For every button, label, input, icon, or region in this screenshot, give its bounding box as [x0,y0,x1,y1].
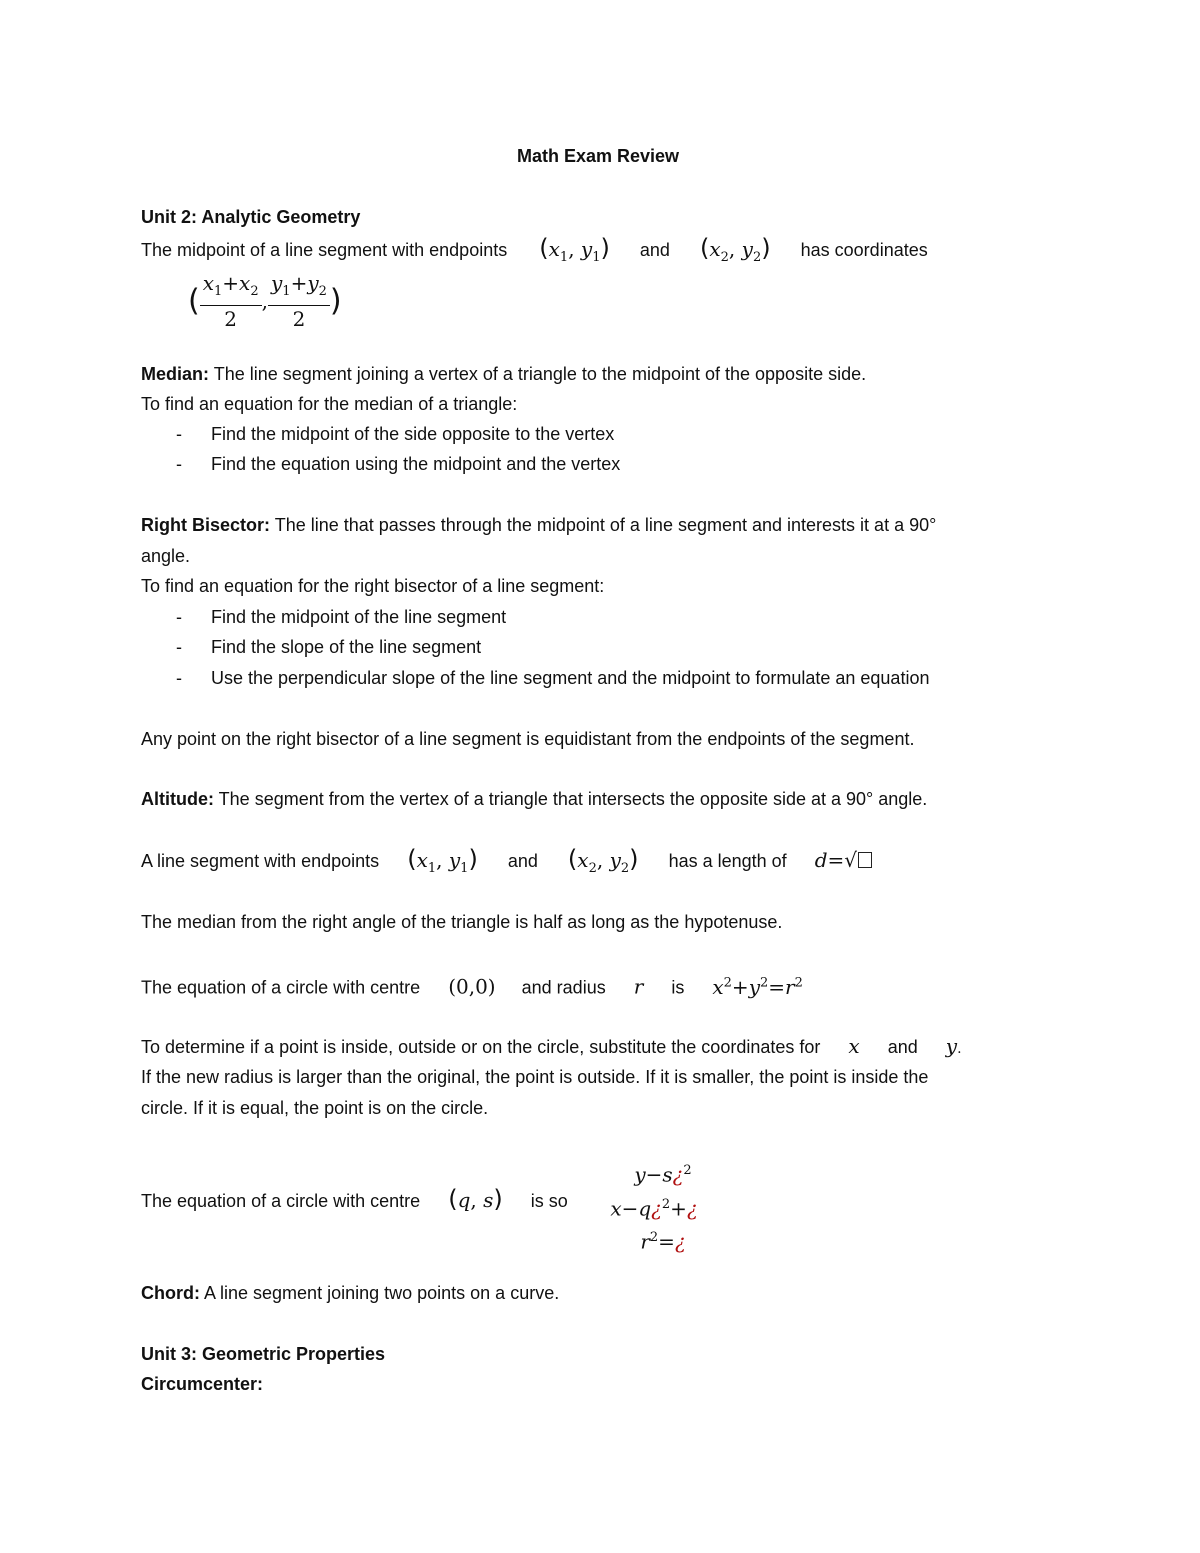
altitude-definition [141,787,927,811]
circle-general-sentence [141,1187,568,1213]
x-symbol: x [848,1034,860,1058]
altitude-term: Altitude: [141,789,214,809]
median-text: The line segment joining a vertex of a triangle to the midpoint of the opposite side. [213,364,867,384]
right-bisector-intro: To find an equation for the right bisector of a line segment: [141,576,605,596]
circle-centre-origin: (0,0) [448,974,496,999]
is-word: is [671,977,685,998]
distance-formula: d=√ [815,848,872,872]
inside-test-line1: To determine if a point is inside, outside or on the circle, substitute the coordinates for x and y. [141,1034,962,1058]
length-sentence [141,847,872,881]
midpoint-formula: ( $\frac{x_1+x_2}{2}$ , $\frac{y_1+y_2}{2}$ ) [188,271,342,331]
midpoint-sentence [141,236,928,270]
median-definition [141,362,866,386]
endpoint-2: ($x_2$, $y_2$) [699,234,771,265]
right-bisector-definition [141,513,936,537]
median-right-angle-note: The median from the right angle of the triangle is half as long as the hypotenuse. [141,912,783,932]
unit2-heading: Unit 2: Analytic Geometry [141,207,361,227]
y-symbol: y [945,1034,958,1058]
bullet-dash: - [176,668,182,688]
equation-row-3: $r^2=¿$ [640,1229,686,1254]
midpoint-text-after: has coordinates [800,240,928,260]
circumcenter-term: Circumcenter: [141,1374,264,1394]
inside-test-line2: If the new radius is larger than the original, the point is outside. If it is smaller, the point is inside the [141,1067,929,1087]
inside-test-line3: circle. If it is equal, the point is on the circle. [141,1098,489,1118]
endpoint-1: ($x_1$, $y_1$) [539,234,610,265]
length-and: and [507,851,538,871]
placeholder-box-icon [858,852,872,868]
median-intro: To find an equation for the median of a triangle: [141,394,518,414]
bullet-dash: - [176,607,182,627]
median-term: Median: [141,364,210,384]
endpoint-1: ($x_1$, $y_1$) [407,845,478,876]
equation-row-1: y−s¿$^2$ [634,1162,692,1187]
circle-general-text: The equation of a circle with centre [141,1191,421,1211]
midpoint-text-before: The midpoint of a line segment with endpoints [141,240,508,260]
bullet-dash: - [176,424,182,444]
and-radius: and radius [521,977,606,998]
midpoint-and: and [639,240,670,260]
right-bisector-term: Right Bisector: [141,515,271,535]
right-bisector-text-cont: angle. [141,546,191,566]
length-text-before: A line segment with endpoints [141,851,380,871]
altitude-text: The segment from the vertex of a triangle that intersects the opposite side at a 90° angle. [218,789,928,809]
circle-origin-sentence [141,971,803,1000]
radius-symbol: r [633,974,644,999]
circle-origin-equation: $x^2+y^2=r^2$ [712,974,803,999]
circle-centre-qs: (q, s) [448,1185,503,1213]
bullet-dash: - [176,637,182,657]
document-page: Math Exam Review Unit 2: Analytic Geometry The midpoint of a line segment with endpoints ($x_1$, $y_1$) and ($x_2$, $y_2$) has coordinates ( $\frac{x_1+x_2}{2}$ , $\frac{y_1+y_2}{2}$ ) Median: The line segment joining a vertex of a triangle to the midpoint of the opposite side. To find an equation for the median of a triangle: - Find the midpoint of the side opposite to the vertex - Find the equation using the midpoint and the vertex Right Bisector: The line that passes through the midpoint of a line segment and interests it at a 90° angle. To find an equation for the right bisector of a line segment: - Find the midpoint of the line segment - Find the slope of the line segment - Use the perpendicular slope of the line segment and the midpoint to formulate an equation Any point on the right bisector of a line segment is equidistant from the endpoints of the segment. Altitude: The segment from the vertex of a triangle that intersects the opposite side at a 90° angle. A line segment with endpoints ($x_1$, $y_1$) and ($x_2$, $y_2$) has a length of d=√ The median from the right angle of the triangle is half as long as the hypotenuse. The equation of a circle with centre (0,0) and radius r is $x^2+y^2=r^2$ To determine if a point is inside, outside or on the circle, substitute the coordinates for x and y. If the new radius is larger than the original, the point is outside. If it is smaller, the point is inside the circle. If it is equal, the point is on the circle. The equation of a circle with centre (q, s) is so y−s¿$^2$ x−q¿$^2$+¿ $r^2=¿$ Chord: A line segment joining two points on a curve. Unit 3: Geometric Properties Circumcenter: [0,0,1200,1553]
equation-row-2: x−q¿$^2$+¿ [610,1196,698,1221]
circle-general-equation [604,1156,704,1257]
chord-text: A line segment joining two points on a curve. [204,1283,560,1303]
right-bisector-note: Any point on the right bisector of a line segment is equidistant from the endpoints of the segment. [141,729,915,749]
right-bisector-text: The line that passes through the midpoint of a line segment and interests it at a 90° [274,515,937,535]
chord-definition [141,1281,559,1305]
chord-term: Chord: [141,1283,200,1303]
circle-origin-text: The equation of a circle with centre [141,977,421,998]
unit3-heading: Unit 3: Geometric Properties [141,1344,386,1364]
length-text-after: has a length of [668,851,787,871]
bullet-dash: - [176,454,182,474]
is-so: is so [530,1191,568,1211]
endpoint-2: ($x_2$, $y_2$) [567,845,639,876]
page-title: Math Exam Review [516,146,680,166]
